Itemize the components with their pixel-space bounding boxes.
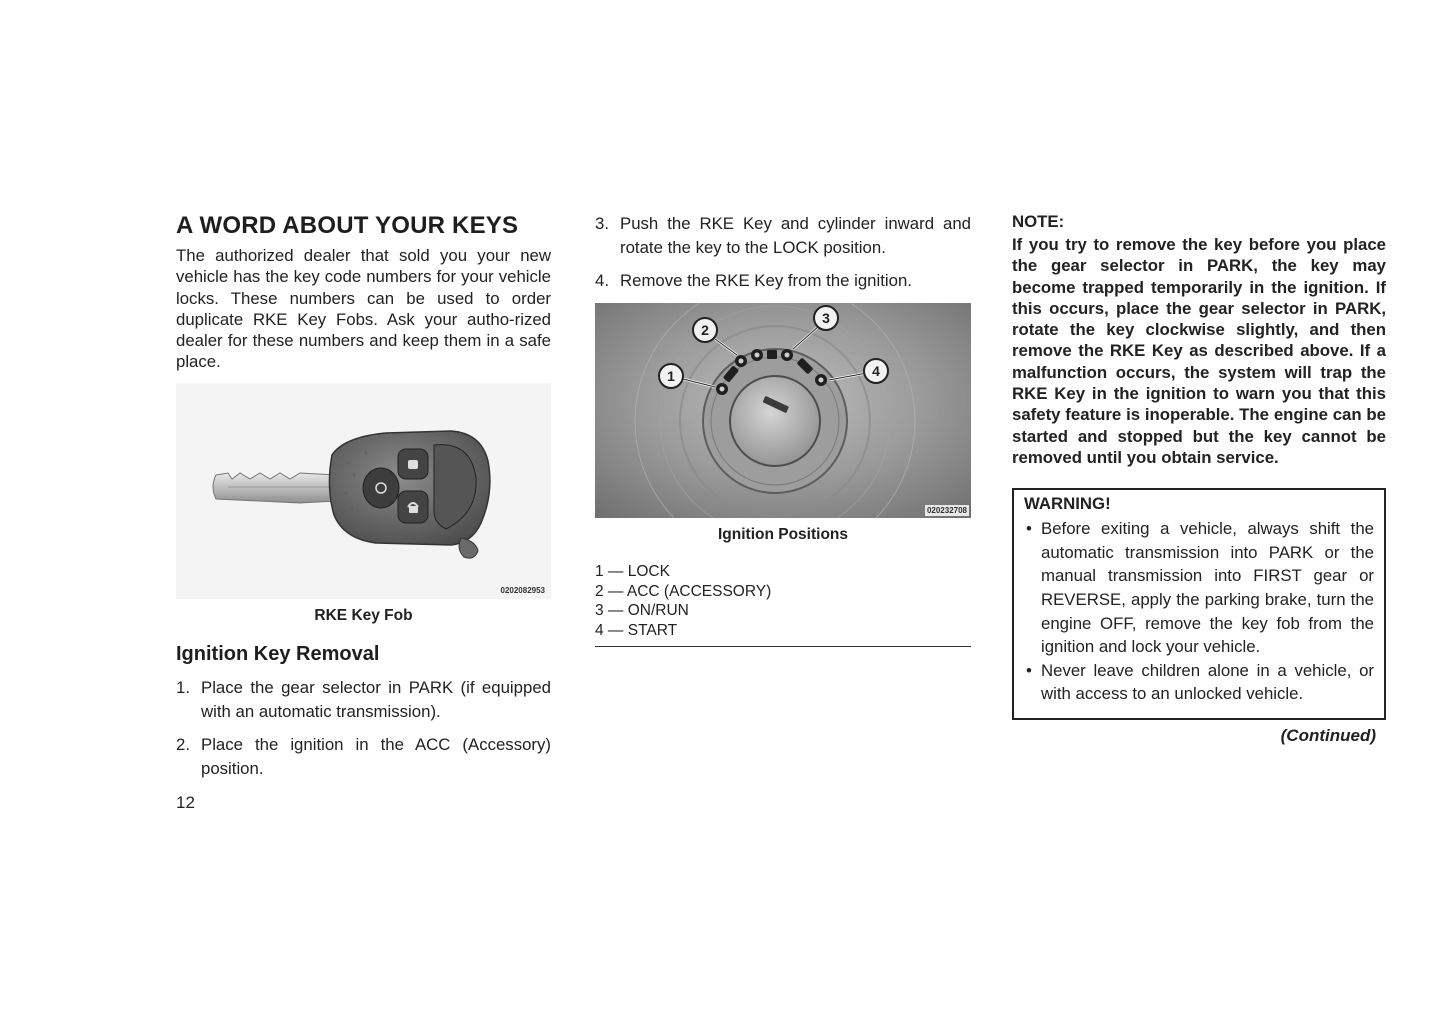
- page-number: 12: [176, 793, 195, 812]
- warning-list: [1024, 517, 1374, 706]
- note-label: NOTE:: [1012, 212, 1065, 231]
- removal-steps-part2: [595, 212, 971, 293]
- middle-column: [595, 212, 971, 647]
- figure-caption: Ignition Positions: [717, 526, 849, 543]
- rke-key-fob-figure: [176, 383, 551, 599]
- ignition-positions-figure: [595, 303, 971, 518]
- warning-title: WARNING!: [1024, 494, 1111, 514]
- removal-steps-part1: [176, 676, 551, 781]
- callout-3: [814, 306, 838, 330]
- warning-item: • Never leave children alone in a vehicle, or with access to an unlocked vehicle.: [1024, 659, 1374, 706]
- step-item: 1. Place the gear selector in PARK (if equipped with an automatic transmission).: [176, 677, 551, 721]
- legend-item: 3 — ON/RUN: [595, 602, 689, 619]
- callout-4: [864, 359, 888, 383]
- figure-code: 0202082953: [500, 585, 545, 595]
- callout-1: [659, 364, 683, 388]
- legend-item: 2 — ACC (ACCESSORY): [595, 582, 772, 600]
- section-title: A WORD ABOUT YOUR KEYS: [176, 212, 519, 239]
- ignition-legend: [595, 562, 971, 647]
- ignition-illustration: [595, 303, 971, 518]
- subsection-heading: Ignition Key Removal: [176, 642, 380, 665]
- callout-2: [693, 318, 717, 342]
- warning-item: • Before exiting a vehicle, always shift the automatic transmission into PARK or the manual transmission into FIRST gear or REVERSE, apply the parking brake, turn the engine OFF, remove the key fob from the ignition and lock your vehicle.: [1024, 517, 1374, 659]
- step-item: 2. Place the ignition in the ACC (Accessory) position.: [176, 734, 551, 778]
- warning-box: [1012, 488, 1386, 720]
- continued-label: (Continued): [1280, 726, 1376, 746]
- svg-text:4: 4: [872, 363, 880, 379]
- figure-code: 020232708: [926, 506, 967, 515]
- key-fob-illustration: [176, 383, 551, 599]
- legend-item: 1 — LOCK: [595, 563, 670, 580]
- svg-text:3: 3: [822, 310, 830, 326]
- left-column: [176, 212, 551, 790]
- svg-text:2: 2: [701, 322, 709, 338]
- intro-paragraph: The authorized dealer that sold you your new vehicle has the key code numbers for your vehicle locks. These numbers can be used to order duplicate RKE Key Fobs. Ask your autho-rized dealer for these numbers and keep them in a safe place.: [176, 246, 551, 372]
- legend-item: 4 — START: [595, 621, 678, 639]
- right-column: [1012, 212, 1386, 746]
- step-item: 4. Remove the RKE Key from the ignition.: [595, 271, 912, 290]
- svg-text:1: 1: [667, 368, 675, 384]
- note-text: If you try to remove the key before you place the gear selector in PARK, the key may become trapped temporarily in the ignition. If this occurs, place the gear selector in PARK, rotate the key clockwise slightly, and then remove the RKE Key as described above. If a malfunction occurs, the system will trap the RKE Key in the ignition to warn you that this safety feature is inoperable. The engine can be started and stopped but the key cannot be removed until you obtain service.: [1012, 235, 1386, 467]
- figure-caption: RKE Key Fob: [314, 606, 413, 624]
- step-item: 3. Push the RKE Key and cylinder inward and rotate the key to the LOCK position.: [595, 214, 971, 257]
